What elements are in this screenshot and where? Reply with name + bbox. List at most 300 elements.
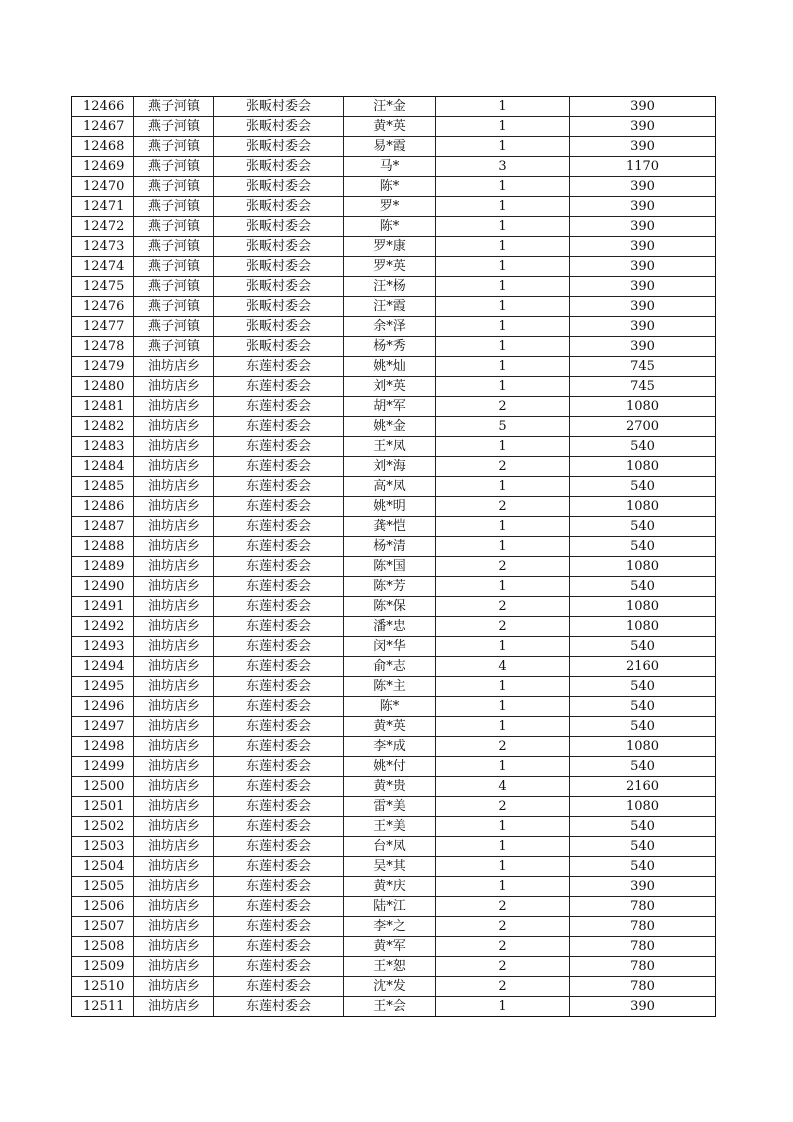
town-cell: 油坊店乡	[134, 597, 214, 617]
village-cell: 张畈村委会	[214, 97, 344, 117]
village-cell: 东莲村委会	[214, 557, 344, 577]
household-count-cell: 4	[436, 777, 570, 797]
household-count-cell: 2	[436, 797, 570, 817]
village-cell: 东莲村委会	[214, 657, 344, 677]
row-id-cell: 12479	[72, 357, 134, 377]
name-cell: 陈*	[344, 217, 436, 237]
row-id-cell: 12498	[72, 737, 134, 757]
town-cell: 油坊店乡	[134, 697, 214, 717]
table-row	[72, 217, 716, 237]
household-count-cell: 1	[436, 697, 570, 717]
row-id-cell: 12497	[72, 717, 134, 737]
town-cell: 油坊店乡	[134, 397, 214, 417]
row-id-cell: 12500	[72, 777, 134, 797]
town-cell: 油坊店乡	[134, 897, 214, 917]
amount-cell: 390	[570, 117, 716, 137]
name-cell: 雷*美	[344, 797, 436, 817]
village-cell: 东莲村委会	[214, 357, 344, 377]
village-cell: 东莲村委会	[214, 477, 344, 497]
name-cell: 王*凤	[344, 437, 436, 457]
town-cell: 燕子河镇	[134, 217, 214, 237]
amount-cell: 390	[570, 97, 716, 117]
table-row	[72, 537, 716, 557]
amount-cell: 390	[570, 177, 716, 197]
name-cell: 罗*英	[344, 257, 436, 277]
household-count-cell: 1	[436, 677, 570, 697]
household-count-cell: 2	[436, 497, 570, 517]
town-cell: 燕子河镇	[134, 157, 214, 177]
village-cell: 东莲村委会	[214, 577, 344, 597]
town-cell: 燕子河镇	[134, 197, 214, 217]
village-cell: 张畈村委会	[214, 277, 344, 297]
name-cell: 刘*英	[344, 377, 436, 397]
village-cell: 张畈村委会	[214, 137, 344, 157]
amount-cell: 1080	[570, 797, 716, 817]
name-cell: 黄*英	[344, 117, 436, 137]
household-count-cell: 2	[436, 397, 570, 417]
village-cell: 张畈村委会	[214, 317, 344, 337]
town-cell: 油坊店乡	[134, 677, 214, 697]
row-id-cell: 12468	[72, 137, 134, 157]
household-count-cell: 1	[436, 377, 570, 397]
amount-cell: 2160	[570, 777, 716, 797]
household-count-cell: 1	[436, 277, 570, 297]
village-cell: 东莲村委会	[214, 757, 344, 777]
town-cell: 油坊店乡	[134, 497, 214, 517]
row-id-cell: 12492	[72, 617, 134, 637]
town-cell: 燕子河镇	[134, 137, 214, 157]
row-id-cell: 12470	[72, 177, 134, 197]
town-cell: 油坊店乡	[134, 797, 214, 817]
town-cell: 油坊店乡	[134, 437, 214, 457]
subsidy-table	[71, 96, 716, 1017]
amount-cell: 390	[570, 137, 716, 157]
town-cell: 油坊店乡	[134, 937, 214, 957]
row-id-cell: 12504	[72, 857, 134, 877]
village-cell: 东莲村委会	[214, 637, 344, 657]
row-id-cell: 12490	[72, 577, 134, 597]
table-row	[72, 897, 716, 917]
household-count-cell: 1	[436, 437, 570, 457]
village-cell: 张畈村委会	[214, 197, 344, 217]
name-cell: 杨*清	[344, 537, 436, 557]
name-cell: 余*泽	[344, 317, 436, 337]
village-cell: 东莲村委会	[214, 817, 344, 837]
household-count-cell: 2	[436, 737, 570, 757]
household-count-cell: 1	[436, 117, 570, 137]
amount-cell: 540	[570, 837, 716, 857]
table-row	[72, 877, 716, 897]
row-id-cell: 12493	[72, 637, 134, 657]
amount-cell: 780	[570, 977, 716, 997]
row-id-cell: 12495	[72, 677, 134, 697]
village-cell: 东莲村委会	[214, 457, 344, 477]
name-cell: 黄*英	[344, 717, 436, 737]
village-cell: 东莲村委会	[214, 497, 344, 517]
amount-cell: 780	[570, 917, 716, 937]
name-cell: 陈*保	[344, 597, 436, 617]
household-count-cell: 1	[436, 637, 570, 657]
name-cell: 汪*霞	[344, 297, 436, 317]
village-cell: 东莲村委会	[214, 717, 344, 737]
row-id-cell: 12482	[72, 417, 134, 437]
town-cell: 油坊店乡	[134, 457, 214, 477]
household-count-cell: 3	[436, 157, 570, 177]
amount-cell: 390	[570, 237, 716, 257]
amount-cell: 2700	[570, 417, 716, 437]
household-count-cell: 2	[436, 617, 570, 637]
table-row	[72, 977, 716, 997]
name-cell: 王*美	[344, 817, 436, 837]
village-cell: 东莲村委会	[214, 997, 344, 1017]
town-cell: 油坊店乡	[134, 377, 214, 397]
amount-cell: 540	[570, 437, 716, 457]
town-cell: 油坊店乡	[134, 617, 214, 637]
household-count-cell: 1	[436, 137, 570, 157]
row-id-cell: 12503	[72, 837, 134, 857]
row-id-cell: 12484	[72, 457, 134, 477]
name-cell: 闵*华	[344, 637, 436, 657]
town-cell: 油坊店乡	[134, 977, 214, 997]
village-cell: 张畈村委会	[214, 217, 344, 237]
amount-cell: 540	[570, 517, 716, 537]
name-cell: 吴*其	[344, 857, 436, 877]
table-body	[72, 97, 716, 1017]
table-row	[72, 477, 716, 497]
name-cell: 陈*主	[344, 677, 436, 697]
name-cell: 罗*康	[344, 237, 436, 257]
amount-cell: 1080	[570, 497, 716, 517]
village-cell: 东莲村委会	[214, 597, 344, 617]
table-row	[72, 397, 716, 417]
row-id-cell: 12502	[72, 817, 134, 837]
table-row	[72, 697, 716, 717]
amount-cell: 390	[570, 337, 716, 357]
household-count-cell: 2	[436, 937, 570, 957]
row-id-cell: 12473	[72, 237, 134, 257]
village-cell: 东莲村委会	[214, 537, 344, 557]
amount-cell: 1080	[570, 397, 716, 417]
town-cell: 油坊店乡	[134, 577, 214, 597]
name-cell: 姚*付	[344, 757, 436, 777]
table-row	[72, 717, 716, 737]
village-cell: 东莲村委会	[214, 937, 344, 957]
village-cell: 东莲村委会	[214, 697, 344, 717]
household-count-cell: 1	[436, 877, 570, 897]
household-count-cell: 2	[436, 917, 570, 937]
amount-cell: 780	[570, 897, 716, 917]
row-id-cell: 12488	[72, 537, 134, 557]
household-count-cell: 1	[436, 477, 570, 497]
name-cell: 王*恕	[344, 957, 436, 977]
household-count-cell: 1	[436, 717, 570, 737]
household-count-cell: 2	[436, 597, 570, 617]
table-row	[72, 577, 716, 597]
name-cell: 陈*	[344, 177, 436, 197]
table-row	[72, 257, 716, 277]
village-cell: 东莲村委会	[214, 617, 344, 637]
town-cell: 燕子河镇	[134, 297, 214, 317]
table-row	[72, 637, 716, 657]
amount-cell: 390	[570, 877, 716, 897]
town-cell: 油坊店乡	[134, 717, 214, 737]
name-cell: 胡*军	[344, 397, 436, 417]
name-cell: 汪*杨	[344, 277, 436, 297]
amount-cell: 540	[570, 677, 716, 697]
town-cell: 油坊店乡	[134, 777, 214, 797]
village-cell: 东莲村委会	[214, 437, 344, 457]
name-cell: 杨*秀	[344, 337, 436, 357]
town-cell: 油坊店乡	[134, 537, 214, 557]
household-count-cell: 1	[436, 857, 570, 877]
household-count-cell: 1	[436, 197, 570, 217]
row-id-cell: 12510	[72, 977, 134, 997]
village-cell: 东莲村委会	[214, 737, 344, 757]
row-id-cell: 12474	[72, 257, 134, 277]
table-row	[72, 337, 716, 357]
amount-cell: 540	[570, 537, 716, 557]
village-cell: 东莲村委会	[214, 377, 344, 397]
table-row	[72, 137, 716, 157]
table-row	[72, 417, 716, 437]
amount-cell: 540	[570, 857, 716, 877]
household-count-cell: 2	[436, 977, 570, 997]
table-row	[72, 297, 716, 317]
town-cell: 油坊店乡	[134, 517, 214, 537]
town-cell: 油坊店乡	[134, 957, 214, 977]
household-count-cell: 1	[436, 517, 570, 537]
name-cell: 陈*	[344, 697, 436, 717]
row-id-cell: 12511	[72, 997, 134, 1017]
amount-cell: 540	[570, 817, 716, 837]
amount-cell: 1080	[570, 597, 716, 617]
village-cell: 东莲村委会	[214, 677, 344, 697]
row-id-cell: 12486	[72, 497, 134, 517]
table-row	[72, 97, 716, 117]
name-cell: 姚*明	[344, 497, 436, 517]
table-row	[72, 797, 716, 817]
amount-cell: 745	[570, 377, 716, 397]
table-row	[72, 517, 716, 537]
row-id-cell: 12467	[72, 117, 134, 137]
town-cell: 油坊店乡	[134, 877, 214, 897]
row-id-cell: 12496	[72, 697, 134, 717]
household-count-cell: 1	[436, 357, 570, 377]
village-cell: 张畈村委会	[214, 237, 344, 257]
name-cell: 龚*恺	[344, 517, 436, 537]
amount-cell: 780	[570, 937, 716, 957]
village-cell: 东莲村委会	[214, 837, 344, 857]
table-row	[72, 357, 716, 377]
row-id-cell: 12508	[72, 937, 134, 957]
household-count-cell: 5	[436, 417, 570, 437]
amount-cell: 390	[570, 277, 716, 297]
name-cell: 高*凤	[344, 477, 436, 497]
row-id-cell: 12507	[72, 917, 134, 937]
amount-cell: 390	[570, 317, 716, 337]
table-row	[72, 757, 716, 777]
town-cell: 油坊店乡	[134, 917, 214, 937]
table-row	[72, 177, 716, 197]
town-cell: 油坊店乡	[134, 757, 214, 777]
name-cell: 潘*忠	[344, 617, 436, 637]
table-row	[72, 497, 716, 517]
amount-cell: 390	[570, 217, 716, 237]
row-id-cell: 12475	[72, 277, 134, 297]
village-cell: 东莲村委会	[214, 517, 344, 537]
table-row	[72, 937, 716, 957]
household-count-cell: 2	[436, 557, 570, 577]
row-id-cell: 12476	[72, 297, 134, 317]
amount-cell: 745	[570, 357, 716, 377]
name-cell: 陆*江	[344, 897, 436, 917]
household-count-cell: 4	[436, 657, 570, 677]
amount-cell: 540	[570, 577, 716, 597]
town-cell: 燕子河镇	[134, 237, 214, 257]
household-count-cell: 1	[436, 817, 570, 837]
table-row	[72, 437, 716, 457]
table-row	[72, 157, 716, 177]
table-row	[72, 917, 716, 937]
amount-cell: 540	[570, 477, 716, 497]
town-cell: 油坊店乡	[134, 637, 214, 657]
row-id-cell: 12494	[72, 657, 134, 677]
village-cell: 东莲村委会	[214, 857, 344, 877]
row-id-cell: 12466	[72, 97, 134, 117]
row-id-cell: 12489	[72, 557, 134, 577]
town-cell: 油坊店乡	[134, 737, 214, 757]
table-row	[72, 617, 716, 637]
household-count-cell: 1	[436, 757, 570, 777]
household-count-cell: 1	[436, 97, 570, 117]
village-cell: 东莲村委会	[214, 957, 344, 977]
village-cell: 东莲村委会	[214, 397, 344, 417]
town-cell: 油坊店乡	[134, 477, 214, 497]
name-cell: 黄*军	[344, 937, 436, 957]
name-cell: 沈*发	[344, 977, 436, 997]
household-count-cell: 1	[436, 257, 570, 277]
row-id-cell: 12505	[72, 877, 134, 897]
row-id-cell: 12478	[72, 337, 134, 357]
town-cell: 燕子河镇	[134, 337, 214, 357]
name-cell: 罗*	[344, 197, 436, 217]
name-cell: 陈*国	[344, 557, 436, 577]
table-row	[72, 677, 716, 697]
row-id-cell: 12472	[72, 217, 134, 237]
row-id-cell: 12501	[72, 797, 134, 817]
village-cell: 东莲村委会	[214, 877, 344, 897]
amount-cell: 780	[570, 957, 716, 977]
name-cell: 姚*金	[344, 417, 436, 437]
row-id-cell: 12499	[72, 757, 134, 777]
town-cell: 燕子河镇	[134, 277, 214, 297]
town-cell: 油坊店乡	[134, 817, 214, 837]
town-cell: 燕子河镇	[134, 317, 214, 337]
household-count-cell: 1	[436, 177, 570, 197]
town-cell: 油坊店乡	[134, 857, 214, 877]
village-cell: 张畈村委会	[214, 117, 344, 137]
town-cell: 油坊店乡	[134, 557, 214, 577]
household-count-cell: 2	[436, 957, 570, 977]
table-row	[72, 857, 716, 877]
town-cell: 油坊店乡	[134, 837, 214, 857]
household-count-cell: 2	[436, 897, 570, 917]
village-cell: 张畈村委会	[214, 337, 344, 357]
amount-cell: 390	[570, 297, 716, 317]
household-count-cell: 1	[436, 837, 570, 857]
household-count-cell: 1	[436, 317, 570, 337]
town-cell: 油坊店乡	[134, 357, 214, 377]
amount-cell: 540	[570, 717, 716, 737]
table-row	[72, 957, 716, 977]
town-cell: 油坊店乡	[134, 997, 214, 1017]
town-cell: 燕子河镇	[134, 117, 214, 137]
row-id-cell: 12471	[72, 197, 134, 217]
town-cell: 油坊店乡	[134, 657, 214, 677]
name-cell: 姚*灿	[344, 357, 436, 377]
row-id-cell: 12469	[72, 157, 134, 177]
household-count-cell: 1	[436, 997, 570, 1017]
amount-cell: 1080	[570, 737, 716, 757]
table-row	[72, 377, 716, 397]
row-id-cell: 12485	[72, 477, 134, 497]
name-cell: 王*会	[344, 997, 436, 1017]
household-count-cell: 1	[436, 237, 570, 257]
row-id-cell: 12509	[72, 957, 134, 977]
town-cell: 燕子河镇	[134, 177, 214, 197]
household-count-cell: 2	[436, 457, 570, 477]
row-id-cell: 12487	[72, 517, 134, 537]
amount-cell: 1080	[570, 617, 716, 637]
table-row	[72, 837, 716, 857]
household-count-cell: 1	[436, 537, 570, 557]
town-cell: 燕子河镇	[134, 97, 214, 117]
table-row	[72, 457, 716, 477]
village-cell: 东莲村委会	[214, 777, 344, 797]
name-cell: 陈*芳	[344, 577, 436, 597]
village-cell: 张畈村委会	[214, 157, 344, 177]
household-count-cell: 1	[436, 577, 570, 597]
name-cell: 刘*海	[344, 457, 436, 477]
amount-cell: 1080	[570, 457, 716, 477]
village-cell: 东莲村委会	[214, 897, 344, 917]
table-row	[72, 237, 716, 257]
village-cell: 东莲村委会	[214, 917, 344, 937]
village-cell: 东莲村委会	[214, 977, 344, 997]
village-cell: 张畈村委会	[214, 297, 344, 317]
table-row	[72, 557, 716, 577]
household-count-cell: 1	[436, 337, 570, 357]
name-cell: 汪*金	[344, 97, 436, 117]
name-cell: 俞*志	[344, 657, 436, 677]
name-cell: 台*凤	[344, 837, 436, 857]
amount-cell: 540	[570, 697, 716, 717]
village-cell: 东莲村委会	[214, 797, 344, 817]
village-cell: 张畈村委会	[214, 177, 344, 197]
amount-cell: 540	[570, 757, 716, 777]
amount-cell: 390	[570, 197, 716, 217]
table-row	[72, 817, 716, 837]
amount-cell: 1170	[570, 157, 716, 177]
table-row	[72, 737, 716, 757]
row-id-cell: 12481	[72, 397, 134, 417]
row-id-cell: 12480	[72, 377, 134, 397]
household-count-cell: 1	[436, 297, 570, 317]
name-cell: 李*之	[344, 917, 436, 937]
row-id-cell: 12483	[72, 437, 134, 457]
name-cell: 黄*庆	[344, 877, 436, 897]
name-cell: 黄*贵	[344, 777, 436, 797]
